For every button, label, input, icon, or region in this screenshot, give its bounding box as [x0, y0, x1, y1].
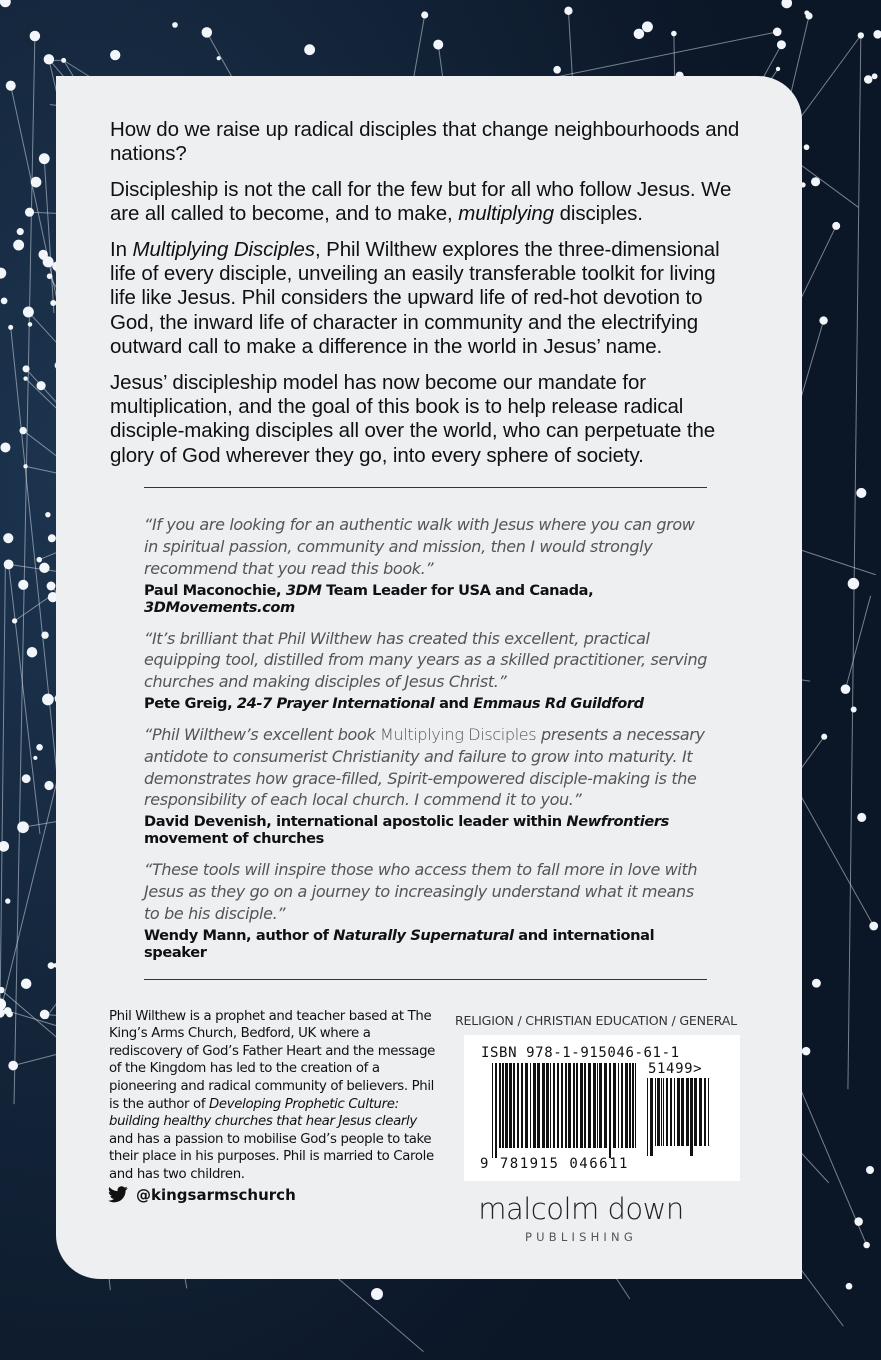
network-node: [776, 67, 780, 71]
barcode-bar: [557, 1063, 559, 1148]
barcode-bar: [546, 1063, 549, 1148]
barcode-bar: [708, 1078, 709, 1146]
network-node: [110, 50, 120, 60]
network-node: [642, 21, 653, 32]
network-node: [172, 22, 178, 28]
network-node: [1, 297, 8, 304]
barcode-bar: [661, 1078, 662, 1146]
text-run: and international speaker: [144, 926, 655, 961]
network-node: [44, 781, 53, 790]
endorsement-author: [144, 582, 710, 616]
network-node: [44, 54, 54, 64]
text-run: Discipleship is not the call for the few but for all who follow Jesus. We are all called to become, and to make,: [110, 177, 732, 226]
network-node: [6, 81, 16, 91]
network-node: [41, 631, 48, 638]
barcode-bar: [588, 1063, 591, 1148]
network-node: [3, 533, 13, 543]
barcode-bar: [561, 1063, 563, 1148]
barcode-bar: [694, 1078, 697, 1146]
text-run: David Devenish, international apostolic leader within: [144, 813, 567, 831]
barcode-bar: [629, 1063, 631, 1148]
blurb-paragraph: [110, 371, 746, 469]
barcode-bar: [568, 1063, 571, 1148]
barcode-bar: [550, 1063, 551, 1148]
endorsement: [144, 514, 710, 615]
barcode-bar: [686, 1078, 689, 1146]
barcode-bar: [580, 1063, 583, 1148]
text-run: Multiplying Disciples: [132, 237, 315, 261]
ean-barcode-bars: [492, 1063, 642, 1158]
barcode-bar: [517, 1063, 519, 1148]
barcode-bar: [530, 1063, 531, 1148]
twitter-handle[interactable]: [108, 1186, 296, 1204]
network-node: [36, 557, 42, 563]
network-node: [832, 222, 840, 230]
network-node: [37, 381, 46, 390]
barcode-bar: [533, 1063, 536, 1148]
text-run: 3DM: [285, 581, 322, 599]
endorsement-quote: [144, 859, 710, 924]
barcode-bar: [593, 1063, 596, 1148]
barcode-bar: [505, 1063, 508, 1148]
barcode-bar: [542, 1063, 545, 1148]
ean-digits: 9 781915 046611: [480, 1155, 629, 1172]
barcode-bar: [584, 1063, 586, 1148]
endorsement-author: [144, 813, 710, 847]
barcode-bar: [655, 1078, 656, 1146]
network-node: [23, 306, 34, 317]
text-run: presents a necessary antidote to consumerist Christianity and failure to grow into maturity. It demonstrates how grace-filled, Spirit-empowered disciple-making is the responsibility of each local church. I commend it to you.”: [144, 725, 705, 810]
barcode-bar: [502, 1063, 504, 1148]
network-node: [23, 464, 27, 468]
publisher-sub: PUBLISHING: [525, 1229, 637, 1244]
network-node: [0, 442, 10, 452]
network-node: [872, 73, 878, 79]
network-node: [25, 208, 34, 217]
network-node: [28, 322, 33, 327]
network-node: [671, 31, 677, 37]
text-run: “It’s brilliant that Phil Wilthew has created this excellent, practical equipping tool, distilled from many years as a skilled practitioner, serving churches and making disciples of Jesus Christ.”: [144, 628, 708, 692]
back-cover-panel: [56, 76, 802, 1279]
barcode-bar: [647, 1078, 648, 1156]
network-node: [13, 240, 24, 251]
endorsement-quote: [144, 514, 710, 579]
network-node: [812, 979, 821, 988]
network-node: [802, 1047, 811, 1056]
barcode-bar: [599, 1063, 602, 1148]
network-node: [851, 707, 857, 713]
text-run: Multiplying Disciples: [380, 725, 537, 745]
network-node: [23, 365, 30, 372]
network-node: [564, 7, 572, 15]
network-node: [48, 962, 55, 969]
barcode-bar: [681, 1078, 684, 1146]
barcode-bar: [525, 1063, 528, 1148]
network-node: [848, 578, 860, 590]
text-run: , Phil Wilthew explores the three-dimensional life of every disciple, unveiling an easily transferable toolkit for living life like Jesus. Phil considers the upward life of red-hot devotion to God, the inward life of character in community and the electrifying outward call to make a difference in the world in Jesus’ name.: [110, 237, 720, 359]
network-node: [856, 488, 866, 498]
blurb-paragraph: [110, 118, 746, 167]
network-node: [857, 813, 866, 822]
text-run: Jesus’ discipleship model has now become our mandate for multiplication, and the goal of this book is to help release radical disciple-making disciples all over the world, who can perpetuate the glory of God wherever they go, into every sphere of society.: [110, 370, 716, 467]
network-node: [5, 898, 10, 903]
endorsement-author: [144, 695, 710, 712]
network-node: [22, 774, 31, 783]
barcode-bar: [670, 1078, 672, 1146]
price-barcode-bars: [647, 1078, 717, 1156]
network-node: [48, 534, 56, 542]
endorsement-author: [144, 927, 710, 961]
network-node: [21, 978, 32, 989]
text-run: Emmaus Rd Guildford: [473, 695, 644, 713]
text-run: Pete Greig,: [144, 695, 237, 713]
twitter-bird-icon: [108, 1186, 128, 1203]
network-node: [811, 177, 820, 186]
text-run: multiplying: [458, 202, 554, 226]
twitter-handle-text: @kingsarmschurch: [136, 1185, 296, 1204]
text-run: movement of churches: [144, 830, 324, 848]
barcode-bar: [621, 1063, 623, 1148]
network-node: [47, 582, 56, 591]
network-node: [854, 1217, 863, 1226]
network-node: [42, 694, 54, 706]
barcode-bar: [573, 1063, 575, 1148]
network-node: [17, 228, 24, 235]
barcode-bar: [495, 1063, 497, 1158]
network-node: [846, 1283, 853, 1290]
network-node: [863, 1242, 870, 1249]
blurb: [110, 118, 746, 468]
barcode-bar: [618, 1063, 619, 1148]
barcode-bar: [690, 1078, 693, 1156]
text-run: 3DMovements.com: [144, 598, 295, 616]
endorsement-quote: [144, 628, 710, 693]
cover-footer: [110, 980, 746, 1260]
network-node: [31, 177, 42, 188]
barcode-bar: [597, 1063, 598, 1148]
network-node: [39, 153, 50, 164]
network-node: [804, 10, 809, 15]
network-node: [841, 684, 851, 694]
network-node: [39, 563, 49, 573]
network-node: [869, 922, 878, 931]
network-node: [217, 56, 221, 60]
network-node: [27, 647, 38, 658]
network-node: [858, 32, 864, 38]
network-node: [819, 316, 827, 324]
barcode-bar: [704, 1078, 706, 1146]
barcode-bar: [499, 1063, 501, 1148]
text-run: “Phil Wilthew’s excellent book: [144, 725, 381, 745]
barcode-bar: [492, 1063, 493, 1158]
text-run: “These tools will inspire those who access them to fall more in love with Jesus as they go on a journey to increasingly understand what it means to be his disciple.”: [144, 860, 698, 923]
price-code: 51499>: [648, 1060, 703, 1077]
barcode-bar: [625, 1063, 628, 1148]
text-run: How do we raise up radical disciples that change neighbourhoods and nations?: [110, 118, 740, 166]
barcode-bar: [509, 1063, 512, 1148]
network-node: [304, 44, 315, 55]
isbn-number: ISBN 978-1-915046-61-1: [481, 1044, 680, 1061]
barcode-bar: [657, 1078, 660, 1146]
barcode-bar: [537, 1063, 540, 1148]
barcode-bar: [613, 1063, 616, 1148]
text-run: and: [434, 695, 474, 713]
barcode-bar: [565, 1063, 567, 1148]
barcode-bar: [663, 1078, 664, 1146]
barcode-bar: [632, 1063, 634, 1148]
network-node: [553, 66, 561, 74]
barcode-bar: [635, 1063, 636, 1148]
barcode-bar: [609, 1063, 611, 1158]
barcode-bar: [650, 1078, 653, 1156]
barcode-bar: [666, 1078, 668, 1146]
network-node: [371, 1288, 383, 1300]
barcode-bar: [699, 1078, 702, 1146]
barcode-bar: [521, 1063, 523, 1148]
barcode-bar: [553, 1063, 555, 1148]
text-run: Wendy Mann, author of: [144, 926, 334, 944]
network-node: [43, 256, 54, 267]
text-run: 24-7 Prayer International: [236, 695, 435, 713]
network-node: [30, 31, 41, 42]
network-node: [821, 734, 827, 740]
endorsements: [144, 514, 710, 960]
publisher-logo: [446, 1192, 716, 1244]
network-node: [777, 40, 786, 49]
network-node: [61, 58, 66, 63]
network-node: [8, 1061, 18, 1071]
network-node: [12, 618, 17, 623]
network-node: [804, 144, 810, 150]
network-node: [23, 376, 27, 380]
network-node: [45, 512, 50, 517]
network-node: [433, 40, 443, 50]
text-run: In: [110, 237, 133, 261]
network-node: [47, 273, 53, 279]
network-node: [421, 11, 428, 18]
blurb-paragraph: [110, 178, 746, 227]
network-node: [19, 427, 26, 434]
text-run: Naturally Supernatural: [333, 926, 514, 944]
text-run: Team Leader for USA and Canada,: [321, 581, 594, 599]
network-node: [4, 1007, 12, 1015]
text-run: Developing Prophetic Culture: building healthy churches that hear Jesus clearly: [109, 1096, 417, 1130]
publisher-name: malcolm down: [478, 1191, 684, 1226]
text-run: disciples.: [553, 202, 643, 226]
network-node: [18, 580, 28, 590]
barcode-bar: [604, 1063, 607, 1148]
divider-top: [144, 487, 707, 488]
book-category: RELIGION / CHRISTIAN EDUCATION / GENERAL: [455, 1012, 737, 1028]
endorsement: [144, 628, 710, 712]
network-node: [36, 744, 43, 751]
network-node: [4, 559, 14, 569]
text-run: Phil Wilthew is a prophet and teacher based at The King’s Arms Church, Bedford, UK where a rediscovery of God’s Father Heart and the message of the Kingdom has led to the creation of a pioneering and radical community of believers. Phil is the author of: [109, 1008, 436, 1112]
network-node: [202, 27, 212, 37]
network-node: [8, 325, 13, 330]
network-node: [634, 29, 645, 40]
network-node: [17, 821, 29, 833]
network-node: [866, 1166, 874, 1174]
text-run: Newfrontiers: [566, 813, 669, 831]
barcode-bar: [513, 1063, 515, 1148]
endorsement: [144, 724, 710, 847]
network-node: [33, 756, 37, 760]
text-run: and has a passion to mobilise God’s people to take their place in his purposes. Phil is married to Carole and has two children.: [109, 1131, 434, 1182]
endorsement-quote: [144, 724, 710, 811]
barcode-bar: [576, 1063, 578, 1148]
isbn-barcode: [464, 1035, 740, 1181]
text-run: “If you are looking for an authentic walk with Jesus where you can grow in spiritual passion, community and mission, then I would strongly recommend that you read this book.”: [144, 515, 695, 578]
text-run: Paul Maconochie,: [144, 581, 286, 599]
network-node: [40, 1010, 50, 1020]
endorsement: [144, 859, 710, 960]
author-bio: [109, 1008, 439, 1184]
barcode-bar: [677, 1078, 680, 1146]
network-node: [864, 75, 872, 83]
network-node: [773, 28, 782, 37]
blurb-paragraph: [110, 238, 746, 360]
barcode-bar: [674, 1078, 675, 1146]
